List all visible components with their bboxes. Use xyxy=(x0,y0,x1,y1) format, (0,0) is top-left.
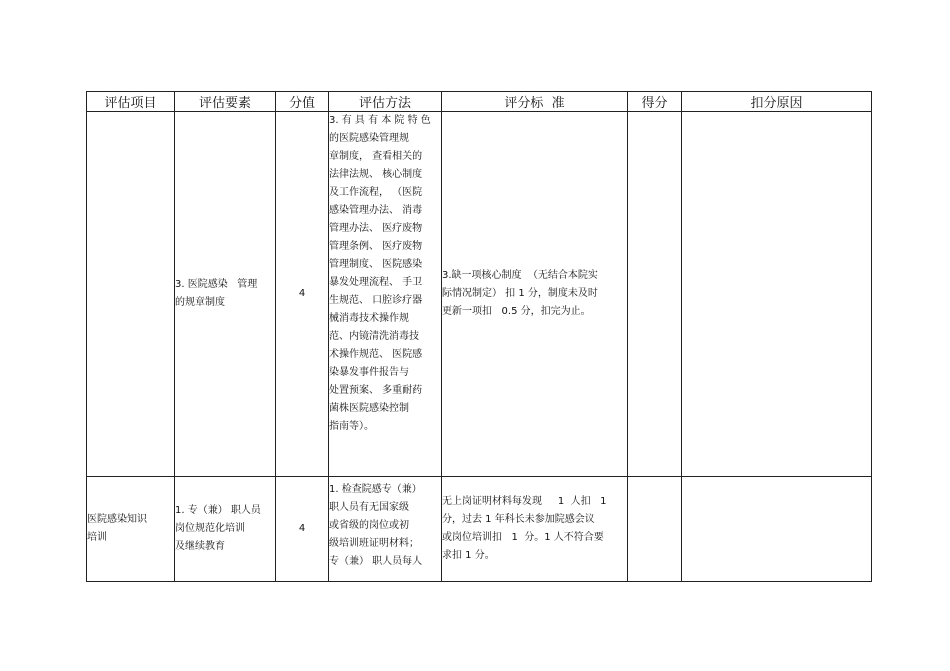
cell-element xyxy=(175,477,276,582)
standard-line: 3.缺一项核心制度 （无结合本院实 xyxy=(442,270,598,281)
evaluation-table xyxy=(86,91,872,582)
cell-standard xyxy=(442,477,628,582)
method-line: 3. 有 具 有 本 院 特 色 xyxy=(329,115,431,126)
cell-method xyxy=(329,112,442,477)
method-line: 的医院感染管理规 xyxy=(329,133,409,144)
cell-reason xyxy=(682,477,872,582)
item-line: 医院感染知识 xyxy=(87,514,147,525)
item-line: 培训 xyxy=(87,532,107,543)
cell-element xyxy=(175,112,276,477)
header-reason: 扣分原因 xyxy=(682,92,872,112)
standard-line: 或岗位培训扣 1 分。1 人不符合要 xyxy=(442,532,604,543)
method-line: 械消毒技术操作规 xyxy=(329,313,409,324)
method-line: 处置预案、 多重耐药 xyxy=(329,385,423,396)
cell-standard xyxy=(442,112,628,477)
method-line: 染暴发事件报告与 xyxy=(329,367,409,378)
method-line: 或省级的岗位或初 xyxy=(329,520,409,531)
header-row xyxy=(87,92,872,112)
method-line: 感染管理办法、 消毒 xyxy=(329,205,423,216)
header-item: 评估项目 xyxy=(87,92,175,112)
header-element: 评估要素 xyxy=(175,92,276,112)
element-line: 3. 医院感染 管理 xyxy=(175,279,258,290)
method-line: 1. 检查院感专（兼） xyxy=(329,484,422,495)
table-row xyxy=(87,112,872,477)
cell-item xyxy=(87,477,175,582)
method-line: 职人员有无国家级 xyxy=(329,502,409,513)
element-line: 及继续教育 xyxy=(175,541,225,552)
header-score: 分值 xyxy=(276,92,329,112)
method-line: 范、内镜清洗消毒技 xyxy=(329,331,419,342)
cell-score: 4 xyxy=(276,477,329,582)
element-line: 的规章制度 xyxy=(175,297,225,308)
method-line: 管理条例、 医疗废物 xyxy=(329,241,423,252)
header-method: 评估方法 xyxy=(329,92,442,112)
method-line: 术操作规范、 医院感 xyxy=(329,349,423,360)
element-line: 1. 专（兼） 职人员 xyxy=(175,505,261,516)
cell-item xyxy=(87,112,175,477)
method-line: 章制度， 查看相关的 xyxy=(329,151,423,162)
header-standard: 评分标 准 xyxy=(442,92,628,112)
method-line: 菌株医院感染控制 xyxy=(329,403,409,414)
standard-line: 无上岗证明材料每发现 1 人扣 1 xyxy=(442,496,607,507)
method-line: 指南等）。 xyxy=(329,421,374,432)
cell-method xyxy=(329,477,442,582)
method-line: 暴发处理流程、 手卫 xyxy=(329,277,423,288)
table-row xyxy=(87,477,872,582)
method-line: 生规范、 口腔诊疗器 xyxy=(329,295,423,306)
method-line: 管理制度、 医院感染 xyxy=(329,259,423,270)
element-line: 岗位规范化培训 xyxy=(175,523,245,534)
cell-reason xyxy=(682,112,872,477)
cell-score: 4 xyxy=(276,112,329,477)
method-line: 专（兼） 职人员每人 xyxy=(329,556,423,567)
method-line: 管理办法、 医疗废物 xyxy=(329,223,423,234)
standard-line: 分，过去 1 年科长未参加院感会议 xyxy=(442,514,595,525)
standard-line: 求扣 1 分。 xyxy=(442,550,495,561)
method-line: 及工作流程， （医院 xyxy=(329,187,423,198)
method-line: 法律法规、 核心制度 xyxy=(329,169,423,180)
standard-line: 际情况制定） 扣 1 分，制度未及时 xyxy=(442,288,598,299)
header-got: 得分 xyxy=(628,92,682,112)
standard-line: 更新一项扣 0.5 分，扣完为止。 xyxy=(442,306,591,317)
cell-got xyxy=(628,477,682,582)
cell-got xyxy=(628,112,682,477)
method-line: 级培训班证明材料； xyxy=(329,538,419,549)
